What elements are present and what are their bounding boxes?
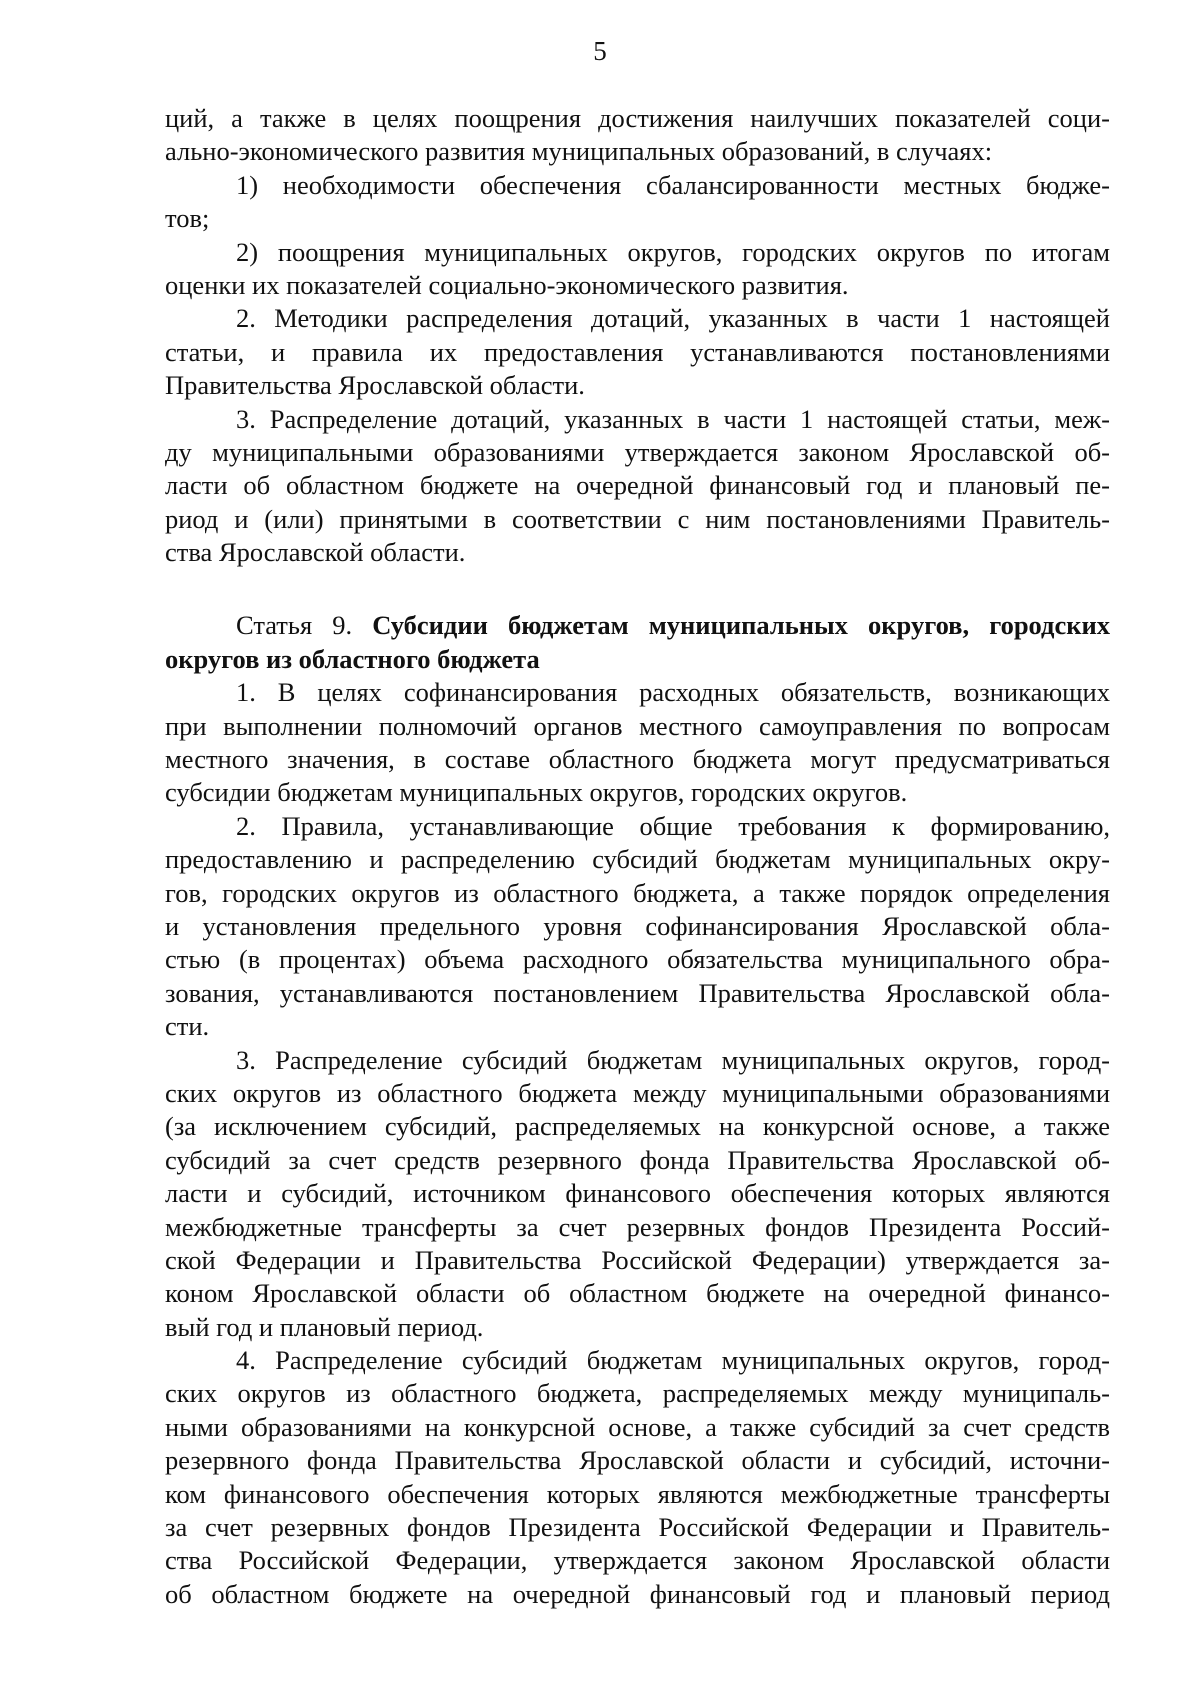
document-body — [165, 102, 1110, 1611]
article-title-part-2: округов из областного бюджета — [165, 643, 540, 674]
article-number: Статья 9. — [236, 610, 353, 641]
text-line: зования, устанавливаются постановлением Правительства Ярославской обла- — [165, 977, 1110, 1008]
text-line: риод и (или) принятыми в соответствии с ним постановлениями Правитель- — [165, 503, 1110, 534]
text-line: 1) необходимости обеспечения сбалансированности местных бюдже- — [236, 169, 1110, 200]
text-line: сти. — [165, 1011, 210, 1042]
text-line: гов, городских округов из областного бюджета, а также порядок определения — [165, 877, 1110, 908]
text-line: и установления предельного уровня софинансирования Ярославской обла- — [165, 910, 1110, 941]
text-line: ду муниципальными образованиями утверждается законом Ярославской об- — [165, 436, 1110, 467]
article-9-paragraphs — [165, 676, 1110, 1611]
text-line: тов; — [165, 203, 210, 234]
text-line: 3. Распределение субсидий бюджетам муниципальных округов, город- — [236, 1044, 1110, 1075]
article-heading-line-2 — [165, 643, 1110, 676]
text-line: 2. Правила, устанавливающие общие требования к формированию, — [236, 810, 1110, 841]
text-line: ства Ярославской области. — [165, 537, 466, 568]
text-line: субсидий за счет средств резервного фонда Правительства Ярославской об- — [165, 1144, 1110, 1175]
text-line: стью (в процентах) объема расходного обязательства муниципального обра- — [165, 944, 1110, 975]
article-title-part-1: Субсидии бюджетам муниципальных округов, городских — [372, 610, 1110, 641]
text-line: ально-экономического развития муниципальных образований, в случаях: — [165, 136, 993, 167]
text-line: 4. Распределение субсидий бюджетам муниципальных округов, город- — [236, 1345, 1110, 1376]
text-line: при выполнении полномочий органов местного самоуправления по вопросам — [165, 710, 1110, 741]
text-line: Правительства Ярославской области. — [165, 370, 585, 401]
text-line: ласти об областном бюджете на очередной финансовый год и плановый пе- — [165, 470, 1110, 501]
text-line: ций, а также в целях поощрения достижения наилучших показателей соци- — [165, 103, 1110, 133]
text-line: межбюджетные трансферты за счет резервных фондов Президента Россий- — [165, 1211, 1110, 1242]
text-line: резервного фонда Правительства Ярославской области и субсидий, источни- — [165, 1445, 1110, 1476]
text-line: 2) поощрения муниципальных округов, городских округов по итогам — [236, 236, 1110, 267]
text-line: ными образованиями на конкурсной основе, а также субсидий за счет средств — [165, 1411, 1110, 1442]
page-number: 5 — [593, 36, 607, 66]
text-line: 3. Распределение дотаций, указанных в части 1 настоящей статьи, меж- — [236, 403, 1110, 434]
text-line: об областном бюджете на очередной финансовый год и плановый период — [165, 1578, 1110, 1609]
text-line: коном Ярославской области об областном бюджете на очередной финансо- — [165, 1278, 1110, 1309]
paragraphs-before-article — [165, 102, 1110, 569]
text-line: ства Российской Федерации, утверждается законом Ярославской области — [165, 1545, 1110, 1576]
text-line: ком финансового обеспечения которых являются межбюджетные трансферты — [165, 1478, 1110, 1509]
text-line: местного значения, в составе областного бюджета могут предусматриваться — [165, 744, 1110, 775]
text-line: (за исключением субсидий, распределяемых на конкурсной основе, а также — [165, 1111, 1110, 1142]
text-line: ских округов из областного бюджета, распределяемых между муниципаль- — [165, 1378, 1110, 1409]
text-line: за счет резервных фондов Президента Российской Федерации и Правитель- — [165, 1512, 1110, 1543]
section-gap — [165, 569, 1110, 609]
text-line: статьи, и правила их предоставления устанавливаются постановлениями — [165, 336, 1110, 367]
text-line: 2. Методики распределения дотаций, указанных в части 1 настоящей — [236, 303, 1110, 334]
text-line: ласти и субсидий, источником финансового обеспечения которых являются — [165, 1178, 1110, 1209]
text-line: предоставлению и распределению субсидий бюджетам муниципальных окру- — [165, 844, 1110, 875]
text-line: оценки их показателей социально-экономического развития. — [165, 269, 849, 300]
text-line: вый год и плановый период. — [165, 1311, 484, 1342]
article-heading-line-1 — [165, 609, 1110, 642]
text-line: 1. В целях софинансирования расходных обязательств, возникающих — [236, 677, 1110, 708]
text-line: субсидии бюджетам муниципальных округов, городских округов. — [165, 777, 908, 808]
text-line: ской Федерации и Правительства Российской Федерации) утверждается за- — [165, 1244, 1110, 1275]
text-line: ских округов из областного бюджета между муниципальными образованиями — [165, 1077, 1110, 1108]
